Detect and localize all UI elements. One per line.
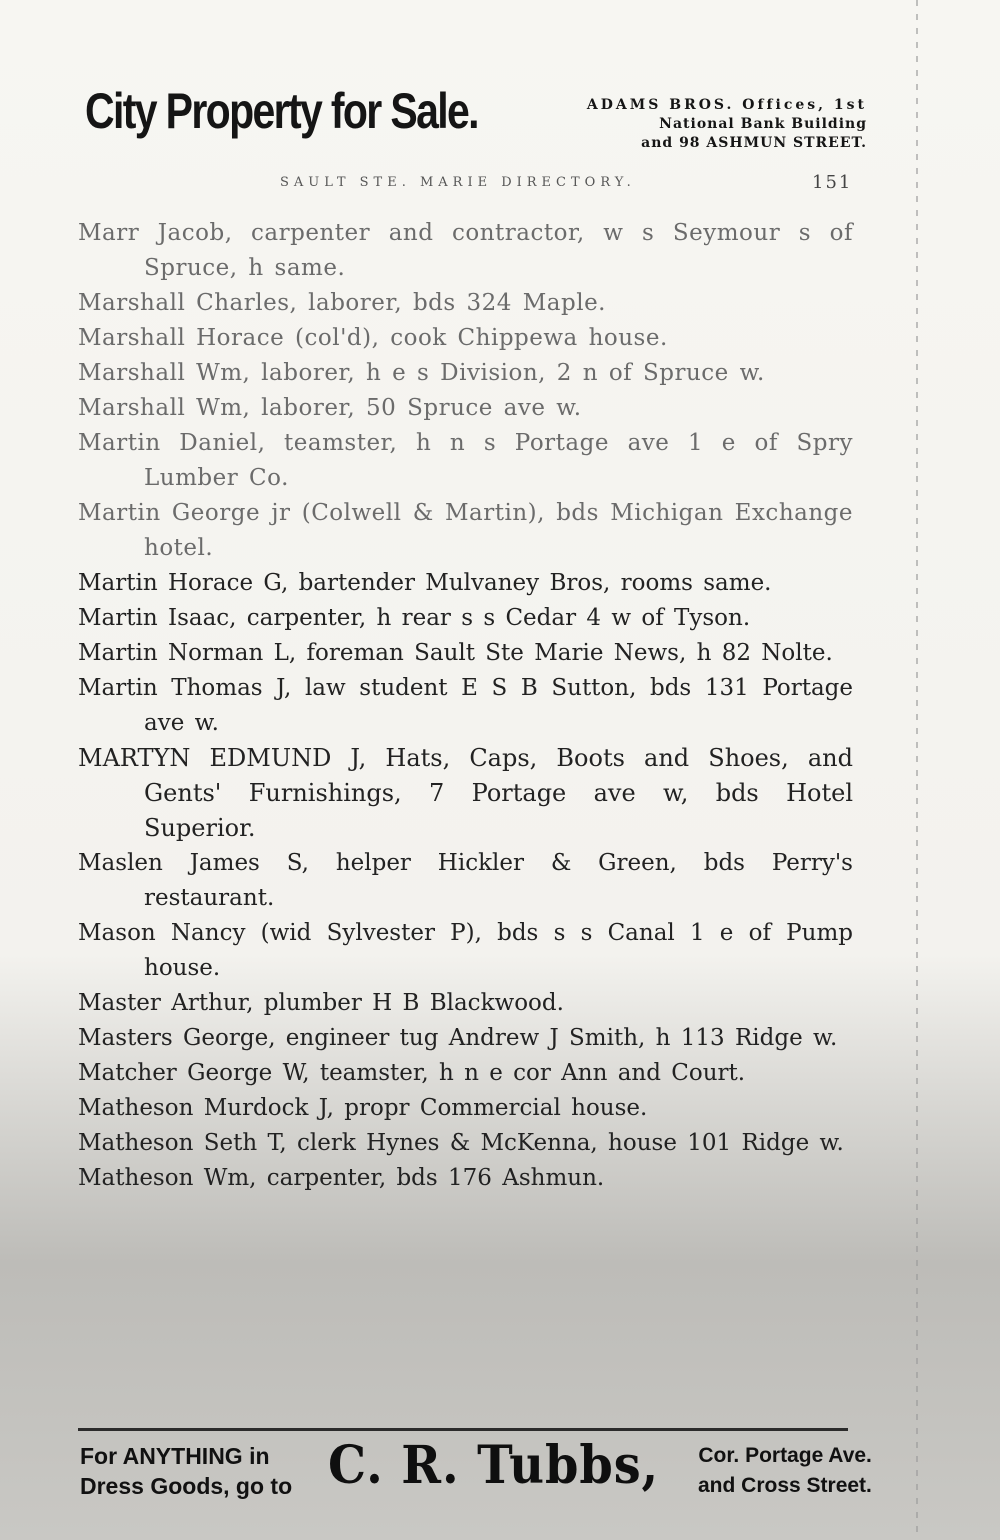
bottom-ad-left [80, 1441, 292, 1501]
bottom-ad-right-line-1: Cor. Portage Ave. [698, 1444, 872, 1467]
top-advertisement [85, 78, 865, 164]
directory-entry: Mason Nancy (wid Sylvester P), bds s s Canal 1 e of Pump house. [78, 920, 853, 981]
directory-entry: Matcher George W, teamster, h n e cor Ann and Court. [78, 1060, 746, 1086]
directory-entry: Matheson Murdock J, propr Commercial house. [78, 1095, 648, 1121]
directory-entry: Martin Isaac, carpenter, h rear s s Cedar 4 w of Tyson. [78, 605, 751, 631]
directory-entry: Maslen James S, helper Hickler & Green, bds Perry's restaurant. [78, 850, 853, 911]
directory-entry: Master Arthur, plumber H B Blackwood. [78, 990, 564, 1016]
directory-entry: Marshall Wm, laborer, 50 Spruce ave w. [78, 395, 582, 421]
bottom-ad-right [698, 1441, 872, 1501]
directory-entry: Marshall Wm, laborer, h e s Division, 2 n of Spruce w. [78, 360, 765, 386]
page-edge-rule [916, 0, 918, 1540]
directory-entry: Martin Norman L, foreman Sault Ste Marie News, h 82 Nolte. [78, 640, 833, 666]
ad-line-3: and 98 ASHMUN STREET. [641, 135, 867, 151]
bottom-ad-left-line-2: Dress Goods, go to [80, 1473, 293, 1499]
directory-entry: Masters George, engineer tug Andrew J Smith, h 113 Ridge w. [78, 1025, 838, 1051]
directory-entries [78, 216, 853, 1196]
directory-entry: Matheson Seth T, clerk Hynes & McKenna, house 101 Ridge w. [78, 1130, 844, 1156]
bottom-ad-right-line-2: and Cross Street. [698, 1474, 872, 1497]
directory-entry-featured: MARTYN EDMUND J, Hats, Caps, Boots and Shoes, and Gents' Furnishings, 7 Portage ave w, bds Hotel Superior. [78, 744, 853, 842]
directory-entry: Martin Daniel, teamster, h n s Portage ave 1 e of Spry Lumber Co. [78, 430, 853, 491]
running-head: SAULT STE. MARIE DIRECTORY. [280, 175, 636, 190]
ad-line-2: National Bank Building [659, 116, 867, 132]
directory-entry: Marshall Charles, laborer, bds 324 Maple. [78, 290, 606, 316]
ad-line-1: ADAMS BROS. Offices, 1st [586, 97, 867, 113]
page-number: 151 [812, 172, 853, 193]
bottom-ad-left-line-1: For ANYTHING in [80, 1443, 270, 1469]
directory-entry: Martin Horace G, bartender Mulvaney Bros, rooms same. [78, 570, 772, 596]
ad-headline: City Property for Sale. [85, 83, 478, 139]
directory-entry: Matheson Wm, carpenter, bds 176 Ashmun. [78, 1165, 605, 1191]
bottom-advertisement [78, 1428, 872, 1521]
directory-entry: Marr Jacob, carpenter and contractor, w s Seymour s of Spruce, h same. [78, 220, 853, 281]
directory-entry: Martin George jr (Colwell & Martin), bds Michigan Exchange hotel. [78, 500, 853, 561]
directory-entry: Marshall Horace (col'd), cook Chippewa house. [78, 325, 668, 351]
ad-details [517, 96, 867, 153]
bottom-ad-merchant-name: C. R. Tubbs, [328, 1435, 660, 1496]
directory-entry: Martin Thomas J, law student E S B Sutton, bds 131 Portage ave w. [78, 675, 853, 736]
